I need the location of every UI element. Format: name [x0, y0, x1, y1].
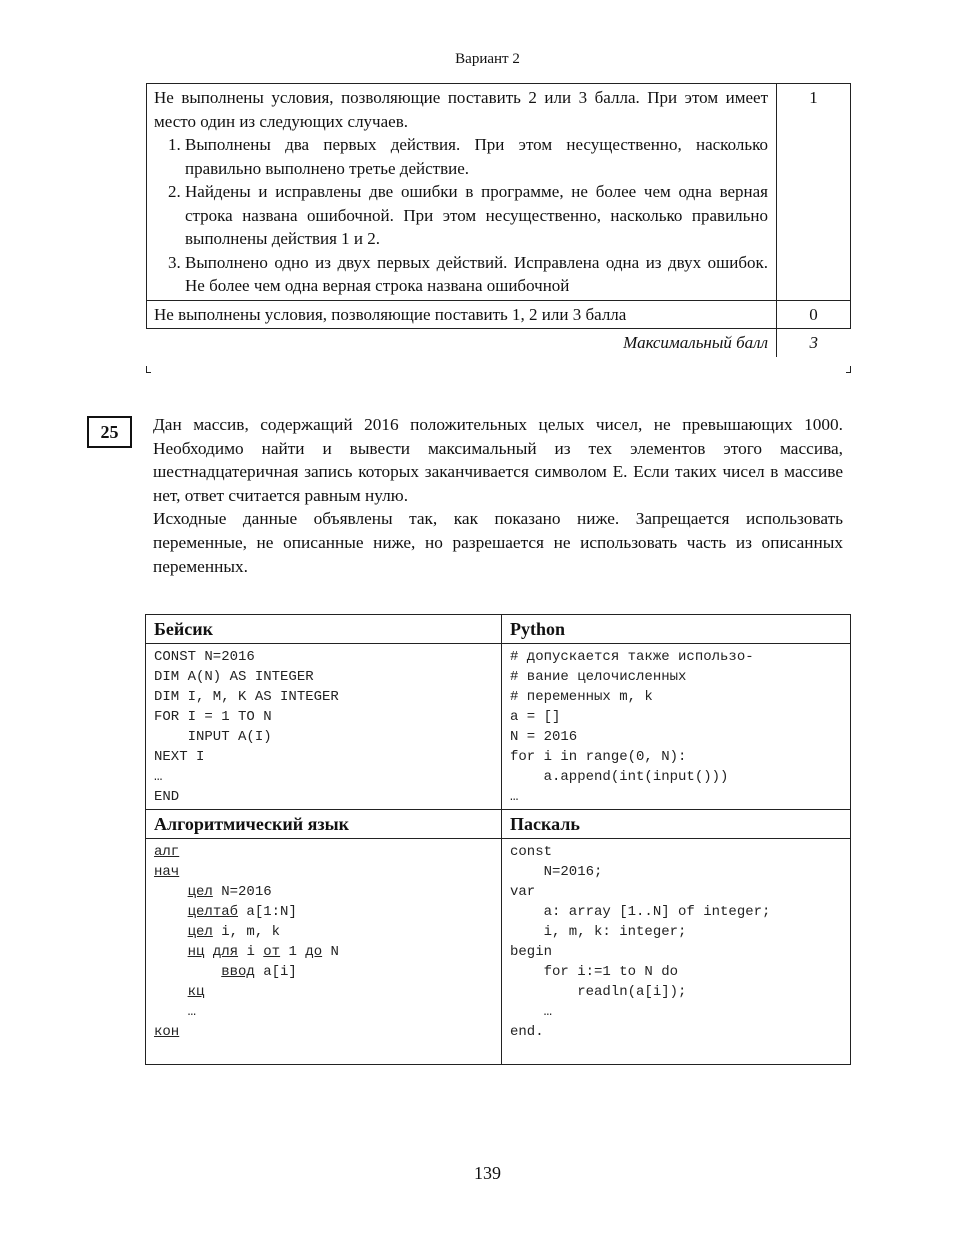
- python-code-text: # допускается также использо- # вание целочисленных # переменных m, k a = [] N = 2016 for i in range(0, N): a.append(int(input())) …: [510, 649, 754, 805]
- algo-title: Алгоритмический язык: [146, 810, 502, 839]
- pascal-title: Паскаль: [502, 810, 851, 839]
- task-number-box: 25: [87, 416, 132, 448]
- max-score-label: Максимальный балл: [147, 329, 777, 357]
- code-table: [145, 614, 851, 1065]
- grading-criteria-2: Не выполнены условия, позволяющие поставить 1, 2 или 3 балла: [147, 300, 777, 329]
- pascal-code: [502, 839, 851, 1065]
- grading-row-1: [147, 84, 851, 301]
- variant-header: Вариант 2: [455, 51, 520, 67]
- basic-title: Бейсик: [146, 615, 502, 644]
- grading-table: [146, 83, 851, 357]
- criteria-case-2: 2. Найдены и исправлены две ошибки в программе, не более чем одна верная строка названа ошибочной. При этом несущественно, насколько правильно выполнены действия 1 и 2.: [185, 180, 768, 251]
- table-corner-left: [146, 366, 151, 373]
- table-corner-right: [846, 366, 851, 373]
- grading-row-2: [147, 300, 851, 329]
- python-code: [502, 644, 851, 810]
- page-number: 139: [474, 1163, 501, 1183]
- task-statement: [153, 413, 843, 578]
- criteria-case-3: 3. Выполнено одно из двух первых действий. Исправлена одна из двух ошибок. Не более чем одна верная строка названа ошибочной: [185, 251, 768, 298]
- max-score-value: 3: [809, 333, 818, 352]
- grading-max-row: [147, 329, 851, 357]
- score-1: 1: [777, 84, 851, 301]
- algo-code-text: алг нач цел N=2016 целтаб a[1:N] цел i, m, k нц для i от 1 до N ввод a[i] кц … кон: [154, 844, 339, 1040]
- task-paragraph-2: Исходные данные объявлены так, как показано ниже. Запрещается использовать переменные, не описанные ниже, но разрешается не использовать часть из описанных переменных.: [153, 509, 843, 576]
- basic-code: [146, 644, 502, 810]
- grading-criteria-1: [147, 84, 777, 301]
- algo-code: [146, 839, 502, 1065]
- pascal-code-text: const N=2016; var a: array [1..N] of integer; i, m, k: integer; begin for i:=1 to N do readln(a[i]); … end.: [510, 844, 771, 1040]
- python-title: Python: [502, 615, 851, 644]
- criteria-intro: Не выполнены условия, позволяющие поставить 2 или 3 балла. При этом имеет место один из следующих случаев.: [154, 88, 768, 131]
- basic-code-text: CONST N=2016 DIM A(N) AS INTEGER DIM I, M, K AS INTEGER FOR I = 1 TO N INPUT A(I) NEXT I … END: [154, 649, 339, 805]
- task-paragraph-1: Дан массив, содержащий 2016 положительных целых чисел, не превышающих 1000. Необходимо найти и вывести максимальный из тех элементов этого массива, шестнадцатеричная запись которых заканчивается символом E. Если таких чисел в массиве нет, ответ считается равным нулю.: [153, 415, 843, 505]
- criteria-case-1: 1. Выполнены два первых действия. При этом несущественно, насколько правильно выполнено третье действие.: [185, 133, 768, 180]
- score-0: 0: [777, 300, 851, 329]
- criteria-cases-list: [154, 133, 768, 298]
